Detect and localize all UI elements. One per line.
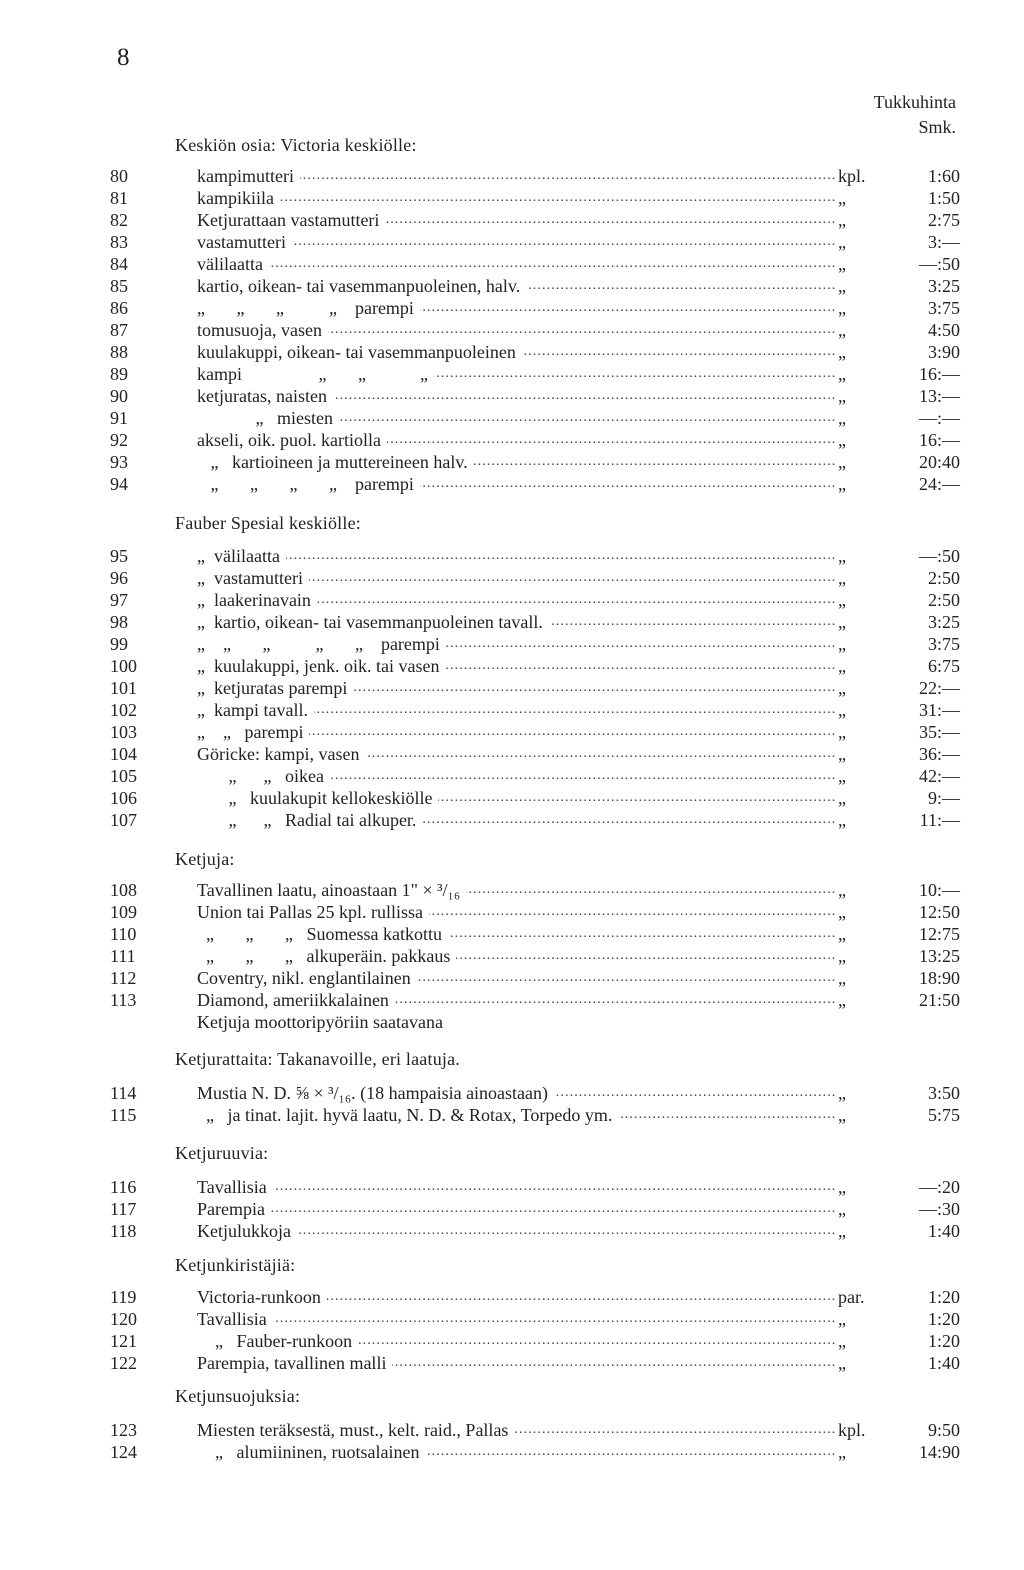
item-description: Miesten teräksestä, must., kelt. raid., Pallas [197,1420,514,1440]
item-unit: „ [838,452,846,472]
item-unit: „ [838,1331,846,1351]
item-description-cell [197,1308,837,1330]
item-description: Union tai Pallas 25 kpl. rullissa [197,902,429,922]
item-description-cell [197,1104,837,1126]
item-price: 9:— [927,788,960,808]
item-number: 97 [110,590,128,610]
item-price: 3:75 [927,298,960,318]
item-unit: „ [838,546,846,566]
item-description-cell [197,901,837,923]
item-unit: „ [838,408,846,428]
price-row [110,567,960,589]
item-description: tomusuoja, vasen [197,320,328,340]
item-number: 105 [110,766,137,786]
item-price: 3:50 [927,1083,960,1103]
item-description: „ „ „ „ parempi [197,298,420,318]
item-description-cell [197,879,837,901]
item-price: 1:60 [927,166,960,186]
item-unit: „ [838,342,846,362]
item-number: 118 [110,1221,137,1241]
item-number: 106 [110,788,137,808]
item-price: 3:75 [927,634,960,654]
price-row [110,589,960,611]
item-description: akseli, oik. puol. kartiolla [197,430,387,450]
item-unit: „ [838,700,846,720]
item-unit: „ [838,880,846,900]
item-unit: „ [838,612,846,632]
item-description: „ „ „ Suomessa katkottu [197,924,448,944]
price-row [110,297,960,319]
item-unit: „ [838,1177,846,1197]
item-unit: „ [838,188,846,208]
item-description: Tavallinen laatu, ainoastaan 1" × ³/₁₆ [197,880,466,900]
item-unit: „ [838,766,846,786]
item-number: 92 [110,430,128,450]
item-price: 3:25 [927,276,960,296]
price-row [110,809,960,831]
item-unit: „ [838,678,846,698]
item-description: „ kartioineen ja muttereineen halv. [197,452,474,472]
item-price: 1:20 [927,1309,960,1329]
price-row [110,721,960,743]
item-description: Ketjulukkoja [197,1221,297,1241]
item-description: „ miesten [197,408,339,428]
item-description-cell [197,319,837,341]
item-number: 115 [110,1105,137,1125]
item-unit: „ [838,430,846,450]
section-heading-ketjuja: Ketjuja: [175,849,235,869]
item-price: 16:— [918,430,960,450]
item-description-cell [197,589,837,611]
item-price: 1:40 [927,1221,960,1241]
item-description-cell [197,1082,837,1104]
price-row [110,699,960,721]
item-unit: „ [838,386,846,406]
item-description-cell [197,1330,837,1352]
item-price: 16:— [918,364,960,384]
price-row [110,989,960,1011]
price-row [110,1352,960,1374]
price-column-header [874,90,956,140]
item-description: vastamutteri [197,232,292,252]
section-heading-ketjunsuojuksia: Ketjunsuojuksia: [175,1386,301,1406]
item-description: „ „ oikea [197,766,330,786]
item-number: 122 [110,1353,137,1373]
item-number: 112 [110,968,137,988]
section-heading-ketjuruuvia: Ketjuruuvia: [175,1143,269,1163]
item-price: 11:— [919,810,960,830]
item-price: 24:— [918,474,960,494]
item-number: 103 [110,722,137,742]
item-description-cell [197,567,837,589]
item-unit: „ [838,474,846,494]
item-description-cell [197,923,837,945]
item-description-cell [197,787,837,809]
item-price: 5:75 [927,1105,960,1125]
item-description: ketjuratas, naisten [197,386,333,406]
item-number: 119 [110,1287,137,1307]
item-unit: „ [838,924,846,944]
item-number: 82 [110,210,128,230]
item-unit: kpl. [838,1420,866,1440]
item-number: 80 [110,166,128,186]
item-description-cell [197,341,837,363]
item-description: „ ja tinat. lajit. hyvä laatu, N. D. & Rotax, Torpedo ym. [197,1105,618,1125]
item-price: 3:90 [927,342,960,362]
item-description: kampimutteri [197,166,300,186]
item-description: „ „ parempi [197,722,309,742]
item-unit: kpl. [838,166,866,186]
item-unit: „ [838,210,846,230]
item-price: 2:75 [927,210,960,230]
item-description-cell [197,297,837,319]
price-row [110,1011,960,1033]
item-description-cell [197,1198,837,1220]
item-price: 12:75 [918,924,960,944]
item-number: 109 [110,902,137,922]
item-number: 95 [110,546,128,566]
item-number: 120 [110,1309,137,1329]
item-number: 107 [110,810,137,830]
item-price: 6:75 [927,656,960,676]
item-description-cell [197,989,837,1011]
item-description-cell [197,231,837,253]
item-description-cell [197,407,837,429]
item-unit: „ [838,744,846,764]
item-number: 81 [110,188,128,208]
item-price: 42:— [918,766,960,786]
item-number: 123 [110,1420,137,1440]
item-price: —:50 [918,546,960,566]
item-description-cell [197,1011,837,1033]
price-row [110,1286,960,1308]
item-description-cell [197,451,837,473]
item-description: „ vastamutteri [197,568,309,588]
price-row [110,209,960,231]
item-unit: „ [838,590,846,610]
item-number: 113 [110,990,137,1010]
price-row [110,901,960,923]
item-number: 99 [110,634,128,654]
item-number: 98 [110,612,128,632]
item-description-cell [197,611,837,633]
price-row [110,275,960,297]
item-description-cell [197,363,837,385]
item-price: —:30 [918,1199,960,1219]
item-price: 1:40 [927,1353,960,1373]
item-price: 1:20 [927,1331,960,1351]
item-number: 96 [110,568,128,588]
item-price: 14:90 [918,1442,960,1462]
item-number: 90 [110,386,128,406]
item-unit: „ [838,1309,846,1329]
price-row [110,611,960,633]
price-row [110,1330,960,1352]
item-price: —:20 [918,1177,960,1197]
item-price: 12:50 [918,902,960,922]
item-description-cell [197,655,837,677]
item-description: kampi „ „ „ [197,364,434,384]
price-row [110,165,960,187]
price-row [110,879,960,901]
section-heading-fauber: Fauber Spesial keskiölle: [175,513,361,533]
item-description-cell [197,809,837,831]
item-price: 4:50 [927,320,960,340]
item-description: „ „ Radial tai alkuper. [197,810,422,830]
item-description-cell [197,1286,837,1308]
price-row [110,1441,960,1463]
item-price: 13:25 [918,946,960,966]
section-heading-ketjunkiristajia: Ketjunkiristäjiä: [175,1255,296,1275]
item-description: „ välilaatta [197,546,286,566]
item-description-cell [197,165,837,187]
item-description: „ laakerinavain [197,590,317,610]
item-description: „ ketjuratas parempi [197,678,353,698]
item-price: 1:20 [927,1287,960,1307]
item-price: 3:— [927,232,960,252]
item-description: Coventry, nikl. englantilainen [197,968,417,988]
item-description: kuulakuppi, oikean- tai vasemmanpuoleinen [197,342,522,362]
price-row [110,945,960,967]
price-row [110,1198,960,1220]
item-description-cell [197,721,837,743]
item-price: 3:25 [927,612,960,632]
item-description: välilaatta [197,254,269,274]
item-number: 94 [110,474,128,494]
item-description: Parempia [197,1199,271,1219]
price-row [110,473,960,495]
price-row [110,677,960,699]
item-description: „ alumiininen, ruotsalainen [197,1442,425,1462]
price-row [110,787,960,809]
price-row [110,1220,960,1242]
item-description: Mustia N. D. ⅝ × ³/₁₆. (18 hampaisia ainoastaan) [197,1083,554,1103]
item-unit: „ [838,568,846,588]
item-description-cell [197,633,837,655]
price-row [110,407,960,429]
item-unit: „ [838,254,846,274]
item-unit: „ [838,320,846,340]
item-unit: „ [838,902,846,922]
item-price: 20:40 [918,452,960,472]
page-number: 8 [117,44,130,71]
item-number: 104 [110,744,137,764]
item-number: 108 [110,880,137,900]
item-description-cell [197,1352,837,1374]
item-number: 100 [110,656,137,676]
item-number: 83 [110,232,128,252]
item-number: 101 [110,678,137,698]
item-description: „ „ „ alkuperäin. pakkaus [197,946,456,966]
item-price: 31:— [918,700,960,720]
item-description-cell [197,473,837,495]
item-description: Victoria-runkoon [197,1287,327,1307]
item-price: 35:— [918,722,960,742]
price-row [110,231,960,253]
price-row [110,633,960,655]
price-row [110,319,960,341]
item-number: 84 [110,254,128,274]
item-description-cell [197,743,837,765]
item-unit: „ [838,968,846,988]
item-description-cell [197,1220,837,1242]
item-description: „ Fauber-runkoon [197,1331,358,1351]
item-description-cell [197,187,837,209]
price-row [110,1419,960,1441]
item-number: 121 [110,1331,137,1351]
item-unit: par. [838,1287,865,1307]
item-description: „ kuulakuppi, jenk. oik. tai vasen [197,656,445,676]
item-price: 36:— [918,744,960,764]
item-price: 2:50 [927,590,960,610]
item-unit: „ [838,1353,846,1373]
item-unit: „ [838,788,846,808]
price-column-currency: Smk. [918,117,956,137]
item-number: 110 [110,924,137,944]
item-description-cell [197,699,837,721]
item-number: 114 [110,1083,137,1103]
item-description: „ „ „ „ „ parempi [197,634,446,654]
item-description-cell [197,1441,837,1463]
price-row [110,923,960,945]
price-column-title: Tukkuhinta [873,92,956,112]
item-number: 85 [110,276,128,296]
item-description: „ kampi tavall. [197,700,314,720]
item-description: „ kartio, oikean- tai vasemmanpuoleinen tavall. [197,612,549,632]
price-row [110,429,960,451]
price-row [110,743,960,765]
price-row [110,967,960,989]
item-description-cell [197,765,837,787]
price-row [110,1308,960,1330]
item-unit: „ [838,1199,846,1219]
price-row [110,545,960,567]
item-number: 88 [110,342,128,362]
price-row [110,385,960,407]
item-price: 18:90 [918,968,960,988]
section-heading-ketjurattaita: Ketjurattaita: Takanavoille, eri laatuja. [175,1049,460,1069]
item-description: Parempia, tavallinen malli [197,1353,392,1373]
price-row [110,1176,960,1198]
item-description-cell [197,967,837,989]
item-number: 86 [110,298,128,318]
item-price: 1:50 [927,188,960,208]
item-description: „ kuulakupit kellokeskiölle [197,788,438,808]
item-description-cell [197,209,837,231]
price-row [110,187,960,209]
item-description-cell [197,677,837,699]
item-number: 111 [110,946,136,966]
item-description: Göricke: kampi, vasen [197,744,365,764]
item-description: Tavallisia [197,1177,273,1197]
item-price: —:50 [918,254,960,274]
item-number: 102 [110,700,137,720]
item-description-cell [197,1176,837,1198]
section-heading-keskio-osia: Keskiön osia: Victoria keskiölle: [175,135,417,155]
item-price: 10:— [918,880,960,900]
item-description-cell [197,945,837,967]
item-price: 13:— [918,386,960,406]
item-unit: „ [838,1221,846,1241]
item-description-cell [197,253,837,275]
item-price: —:— [918,408,960,428]
item-unit: „ [838,946,846,966]
item-unit: „ [838,990,846,1010]
item-unit: „ [838,298,846,318]
item-number: 91 [110,408,128,428]
price-row [110,363,960,385]
item-description: Ketjuja moottoripyöriin saatavana [197,1012,449,1032]
price-row [110,1104,960,1126]
item-description: Ketjurattaan vastamutteri [197,210,385,230]
item-description-cell [197,1419,837,1441]
item-unit: „ [838,656,846,676]
price-row [110,451,960,473]
item-number: 87 [110,320,128,340]
price-row [110,253,960,275]
item-number: 124 [110,1442,137,1462]
item-number: 116 [110,1177,137,1197]
item-description: „ „ „ „ parempi [197,474,420,494]
item-number: 117 [110,1199,137,1219]
item-unit: „ [838,364,846,384]
price-row [110,765,960,787]
item-description-cell [197,429,837,451]
item-price: 2:50 [927,568,960,588]
item-description: Tavallisia [197,1309,273,1329]
item-price: 9:50 [927,1420,960,1440]
item-unit: „ [838,722,846,742]
item-description: kampikiila [197,188,280,208]
price-row [110,341,960,363]
price-row [110,655,960,677]
item-description: kartio, oikean- tai vasemmanpuoleinen, halv. [197,276,526,296]
item-price: 21:50 [918,990,960,1010]
item-description-cell [197,545,837,567]
item-unit: „ [838,1442,846,1462]
item-description: Diamond, ameriikkalainen [197,990,395,1010]
item-description-cell [197,385,837,407]
item-number: 93 [110,452,128,472]
item-unit: „ [838,810,846,830]
item-price: 22:— [918,678,960,698]
item-description-cell [197,275,837,297]
item-number: 89 [110,364,128,384]
item-unit: „ [838,1083,846,1103]
item-unit: „ [838,1105,846,1125]
item-unit: „ [838,276,846,296]
price-row [110,1082,960,1104]
item-unit: „ [838,634,846,654]
item-unit: „ [838,232,846,252]
